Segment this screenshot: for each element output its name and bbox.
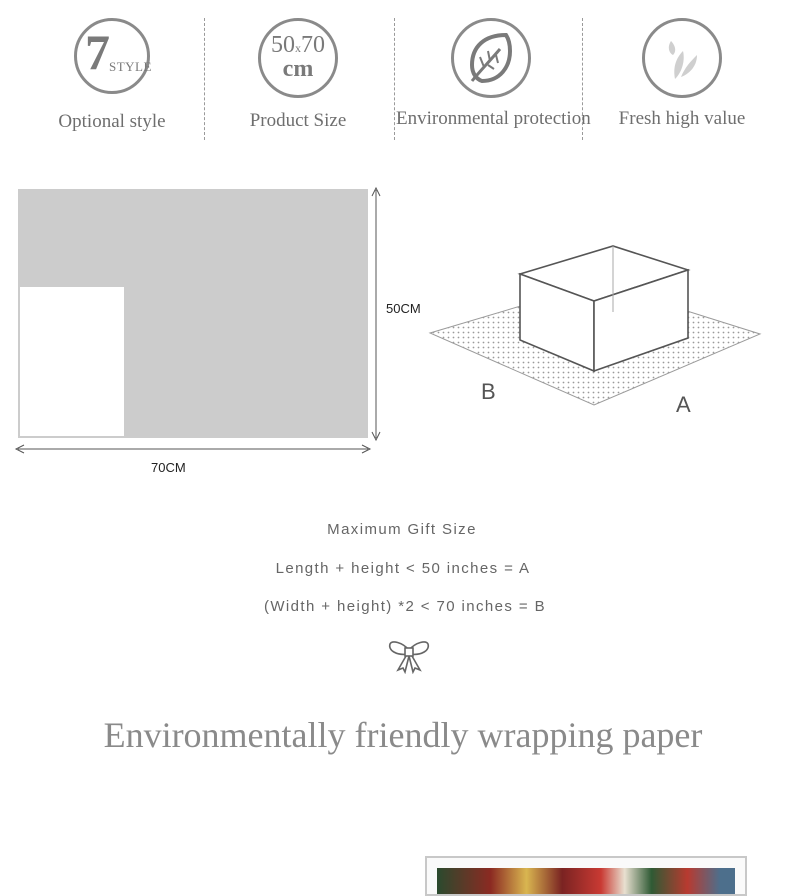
feature-optional-style [22, 18, 202, 133]
product-size-numbers: 50x70 [271, 32, 325, 58]
feature-label-optional-style: Optional style [58, 111, 166, 132]
feature-label-environmental-protection: Environmental protection [396, 108, 591, 129]
style-count-icon [74, 18, 150, 94]
feature-label-fresh-high-value: Fresh high value [618, 108, 746, 129]
feature-divider [394, 18, 395, 140]
leaf-icon [451, 18, 531, 98]
feature-product-size [208, 18, 388, 132]
width-dimension-arrow [14, 443, 372, 455]
wrapping-paper-sheet [18, 189, 368, 438]
gift-size-rule-b: (Width + height) *2 < 70 inches = B [263, 598, 547, 615]
feature-divider [582, 18, 583, 140]
product-size-icon [258, 18, 338, 98]
sheet-inset-panel [20, 287, 124, 436]
feature-divider [204, 18, 205, 140]
feature-environmental-protection [396, 18, 591, 130]
product-size-unit: cm [282, 56, 314, 82]
style-count-text: STYLE [109, 59, 152, 74]
width-dimension-label: 70CM [151, 460, 186, 475]
style-count-number: 7 [85, 24, 110, 80]
gift-size-rule-a: Length + height < 50 inches = A [275, 560, 531, 577]
product-photo [425, 856, 747, 896]
feature-label-product-size: Product Size [249, 110, 347, 131]
height-dimension-label: 50CM [386, 301, 421, 316]
dimension-label-b: B [481, 379, 496, 404]
feature-fresh-high-value [592, 18, 772, 130]
water-drop-icon [642, 18, 722, 98]
headline: Environmentally friendly wrapping paper [103, 715, 703, 755]
height-dimension-arrow [370, 186, 382, 442]
dimension-label-a: A [676, 392, 691, 417]
bow-icon [386, 638, 432, 674]
gift-box-diagram [426, 240, 766, 410]
product-photo-image [437, 868, 735, 896]
maximum-gift-size-title: Maximum Gift Size [327, 521, 477, 538]
